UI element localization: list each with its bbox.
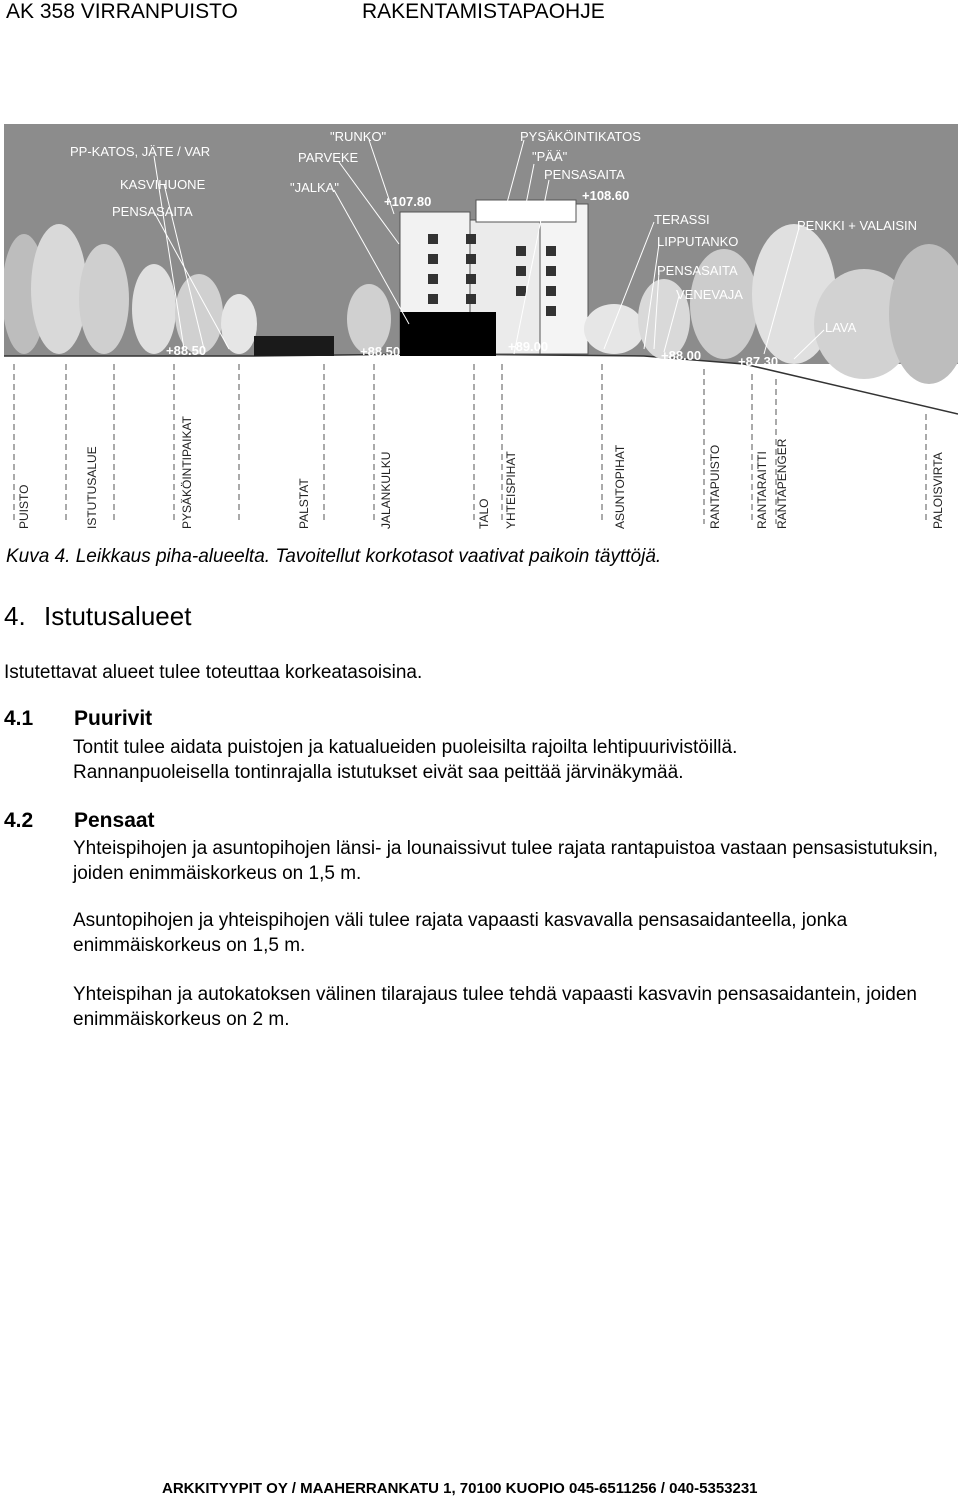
label-penkki-valaisin: PENKKI + VALAISIN — [797, 218, 918, 233]
section-heading — [4, 601, 191, 632]
label-pensasaita-left: PENSASAITA — [112, 204, 193, 219]
zone-rantapenger: RANTAPENGER — [775, 438, 789, 529]
elevation-ground-3: +89.00 — [508, 339, 549, 354]
carport — [254, 336, 334, 356]
header-document-type: RAKENTAMISTAPAOHJE — [362, 0, 605, 23]
label-pysakointikatos: PYSÄKÖINTIKATOS — [520, 129, 641, 144]
zone-jalankulku: JALANKULKU — [379, 451, 393, 529]
elevation-ground-1: +88.50 — [166, 343, 207, 358]
figure-caption: Kuva 4. Leikkaus piha-alueelta. Tavoitellut korkotasot vaativat paikoin täyttöjä. — [6, 546, 662, 567]
label-terassi: TERASSI — [654, 212, 710, 227]
elevation-ground-4: +88.00 — [661, 348, 702, 363]
label-pensasaita-mid: PENSASAITA — [544, 167, 625, 182]
subsection-title: Puurivit — [74, 707, 153, 730]
label-runko: "RUNKO" — [330, 129, 387, 144]
label-pp-katos: PP-KATOS, JÄTE / VAR — [70, 144, 211, 159]
paragraph-pensaat-3: Yhteispihan ja autokatoksen välinen tilarajaus tulee tehdä vapaasti kasvavin pensasaidantein, joiden enimmäiskorkeus on 2 m. — [73, 984, 917, 1030]
elevation-roof-1: +107.80 — [384, 194, 432, 209]
label-venevaja: VENEVAJA — [676, 287, 743, 302]
subsection-title: Pensaat — [74, 809, 155, 832]
zone-palstat: PALSTAT — [297, 478, 311, 529]
section-title: Istutusalueet — [44, 601, 192, 631]
zone-rantapuisto: RANTAPUISTO — [708, 444, 722, 529]
subsection-heading-4-1 — [4, 707, 152, 731]
zone-talo: TALO — [477, 498, 491, 529]
label-lava: LAVA — [825, 320, 857, 335]
building — [400, 200, 588, 356]
header-project: AK 358 VIRRANPUISTO — [6, 0, 238, 23]
zone-pysakointipaikat: PYSÄKÖINTIPAIKAT — [180, 416, 194, 529]
subsection-heading-4-2 — [4, 809, 155, 833]
section-intro: Istutettavat alueet tulee toteuttaa korkeatasoisina. — [4, 662, 423, 683]
label-paa: "PÄÄ" — [532, 149, 568, 164]
label-jalka: "JALKA" — [290, 180, 339, 195]
elevation-roof-2: +108.60 — [582, 188, 630, 203]
elevation-ground-5: +87.30 — [738, 354, 779, 369]
zone-puisto: PUISTO — [17, 484, 31, 529]
body-line: Tontit tulee aidata puistojen ja katualueiden puoleisilta rajoilta lehtipuurivistöillä. — [73, 737, 738, 758]
zone-asuntopihat: ASUNTOPIHAT — [613, 444, 627, 529]
section-drawing-svg — [4, 124, 958, 532]
section-number: 4. — [4, 601, 26, 631]
zone-yhteispihat: YHTEISPIHAT — [504, 451, 518, 529]
subsection-number: 4.1 — [4, 707, 34, 730]
paragraph-pensaat-1: Yhteispihojen ja asuntopihojen länsi- ja lounaissivut tulee rajata rantapuistoa vastaan pensasistutuksin, joiden enimmäiskorkeus on 1,5 m. — [73, 838, 939, 884]
body-line: Rannanpuoleisella tontinrajalla istutukset eivät saa peittää järvinäkymää. — [73, 762, 684, 783]
elevation-ground-2: +88.50 — [360, 344, 401, 359]
paragraph-pensaat-2: Asuntopihojen ja yhteispihojen väli tulee rajata vapaasti kasvavalla pensasaidanteella, jonka enimmäiskorkeus on 1,5 m. — [73, 910, 848, 956]
label-parveke: PARVEKE — [298, 150, 359, 165]
label-lipputanko: LIPPUTANKO — [657, 234, 739, 249]
subsection-number: 4.2 — [4, 809, 34, 832]
section-drawing — [4, 124, 958, 532]
zone-istutusalue: ISTUTUSALUE — [85, 446, 99, 529]
label-kasvihuone: KASVIHUONE — [120, 177, 206, 192]
subsection-body-4-1 — [73, 735, 943, 785]
page-footer: ARKKITYYPIT OY / MAAHERRANKATU 1, 70100 KUOPIO 045-6511256 / 040-5353231 — [162, 1480, 758, 1497]
label-pensasaita-right: PENSASAITA — [657, 263, 738, 278]
zone-paloisvirta: PALOISVIRTA — [931, 452, 945, 529]
zone-rantaraitti: RANTARAITTI — [755, 451, 769, 529]
